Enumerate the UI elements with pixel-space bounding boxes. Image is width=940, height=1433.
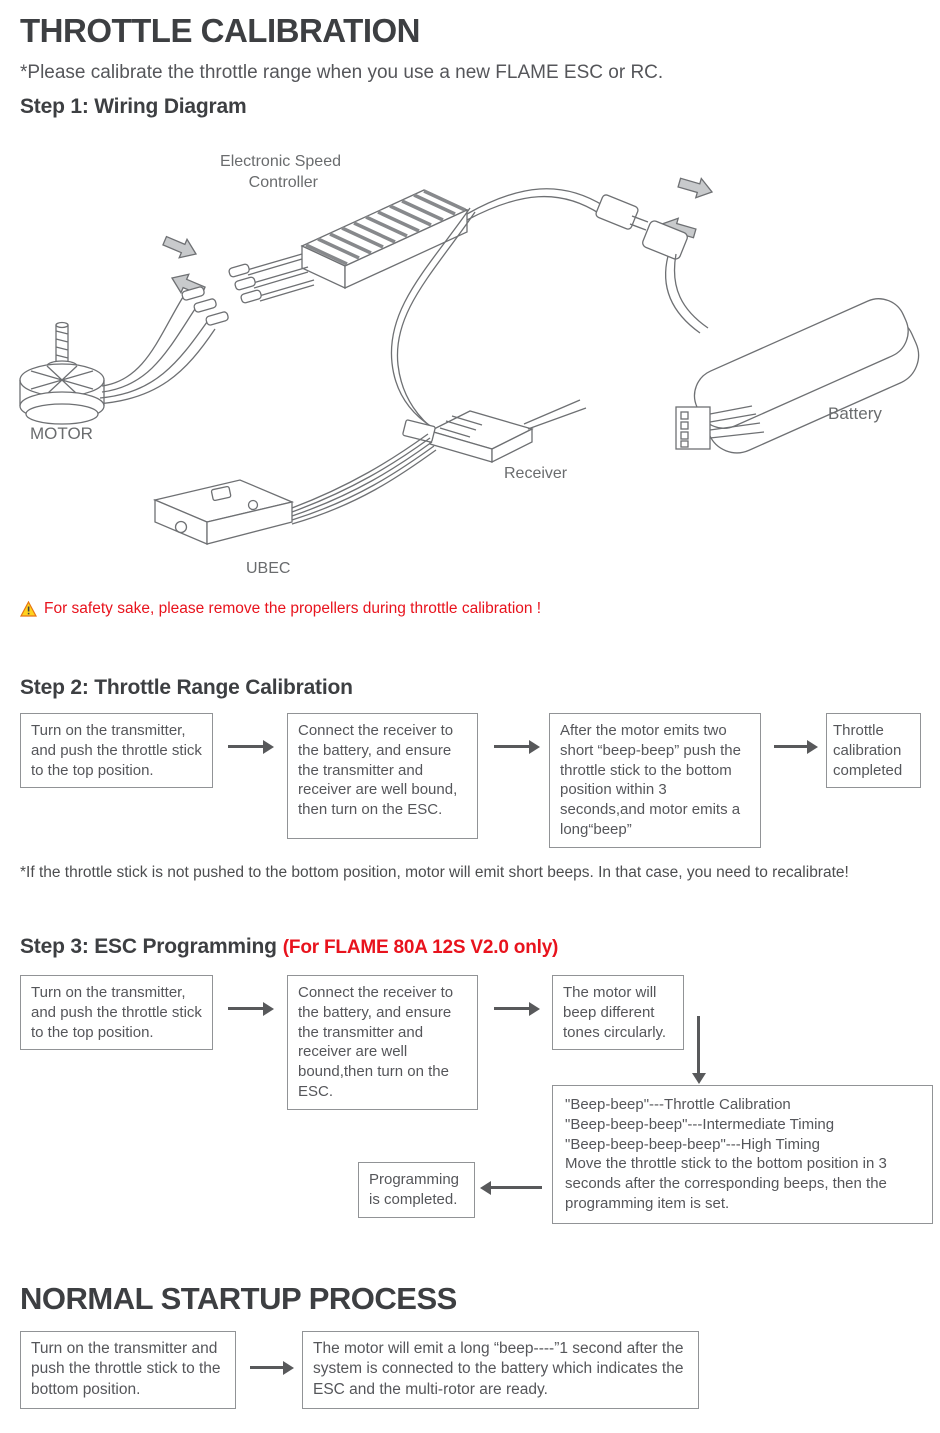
step2-heading: Step 2: Throttle Range Calibration xyxy=(20,676,353,699)
step2-box-2: Connect the receiver to the battery, and ensure the transmitter and receiver are well bound, then turn on the ESC. xyxy=(287,713,478,839)
battery-illustration xyxy=(641,220,928,463)
step2-arrow-3 xyxy=(774,745,808,748)
step3-heading xyxy=(20,935,558,959)
startup-box-1: Turn on the transmitter and push the throttle stick to the bottom position. xyxy=(20,1331,236,1409)
startup-arrow xyxy=(250,1366,284,1369)
step3-box-2: Connect the receiver to the battery, and ensure the transmitter and receiver are well bound,then turn on the ESC. xyxy=(287,975,478,1110)
battery-label: Battery xyxy=(828,404,882,423)
step2-box-4: Throttle calibration completed xyxy=(826,713,921,788)
step2-note: *If the throttle stick is not pushed to the bottom position, motor will emit short beeps. In that case, you need to recalibrate! xyxy=(20,864,849,881)
step3-completed-box: Programming is completed. xyxy=(358,1162,475,1218)
beep-line-2: "Beep-beep-beep"---Intermediate Timing xyxy=(565,1115,835,1133)
step3-arrow-left xyxy=(490,1186,542,1189)
step2-arrow-1 xyxy=(228,745,264,748)
beep-line-4: Move the throttle stick to the bottom position in 3 seconds after the corresponding beeps, then the programming item is set. xyxy=(565,1155,887,1212)
esc-illustration xyxy=(228,190,467,304)
step3-heading-text: Step 3: ESC Programming xyxy=(20,935,277,958)
page-title: THROTTLE CALIBRATION xyxy=(20,12,421,49)
esc-power-connector xyxy=(467,189,648,230)
warning-triangle-icon xyxy=(20,601,37,617)
page-subtitle: *Please calibrate the throttle range when you use a new FLAME ESC or RC. xyxy=(20,62,664,83)
wiring-diagram xyxy=(0,128,940,588)
ubec-label: UBEC xyxy=(246,560,291,577)
step3-beep-box xyxy=(552,1085,933,1224)
step2-box-1: Turn on the transmitter, and push the throttle stick to the top position. xyxy=(20,713,213,788)
step1-heading: Step 1: Wiring Diagram xyxy=(20,95,247,118)
step3-box-3: The motor will beep different tones circularly. xyxy=(552,975,684,1050)
step3-heading-note: (For FLAME 80A 12S V2.0 only) xyxy=(282,937,559,958)
step2-arrow-2 xyxy=(494,745,530,748)
beep-line-1: "Beep-beep"---Throttle Calibration xyxy=(565,1096,791,1113)
step3-arrow-down xyxy=(697,1016,700,1074)
motor-illustration xyxy=(20,297,215,424)
beep-line-3: "Beep-beep-beep-beep"---High Timing xyxy=(565,1135,820,1153)
safety-warning xyxy=(20,600,541,618)
step3-arrow-1 xyxy=(228,1007,264,1010)
step2-box-3: After the motor emits two short “beep-beep” push the throttle stick to the bottom position within 3 seconds,and motor emits a long“beep” xyxy=(549,713,761,848)
motor-label: MOTOR xyxy=(30,424,93,443)
step3-arrow-2 xyxy=(494,1007,530,1010)
safety-warning-text: For safety sake, please remove the propellers during throttle calibration ! xyxy=(44,600,542,617)
esc-label-line1: Electronic Speed xyxy=(220,153,341,170)
ubec-illustration xyxy=(155,434,436,544)
esc-label-line2: Controller xyxy=(248,174,318,191)
receiver-illustration xyxy=(403,400,586,462)
normal-startup-heading: NORMAL STARTUP PROCESS xyxy=(20,1281,457,1316)
step3-box-1: Turn on the transmitter, and push the throttle stick to the top position. xyxy=(20,975,213,1050)
startup-box-2: The motor will emit a long “beep----”1 second after the system is connected to the battery which indicates the ESC and the multi-rotor are ready. xyxy=(302,1331,699,1409)
receiver-label: Receiver xyxy=(504,465,568,482)
